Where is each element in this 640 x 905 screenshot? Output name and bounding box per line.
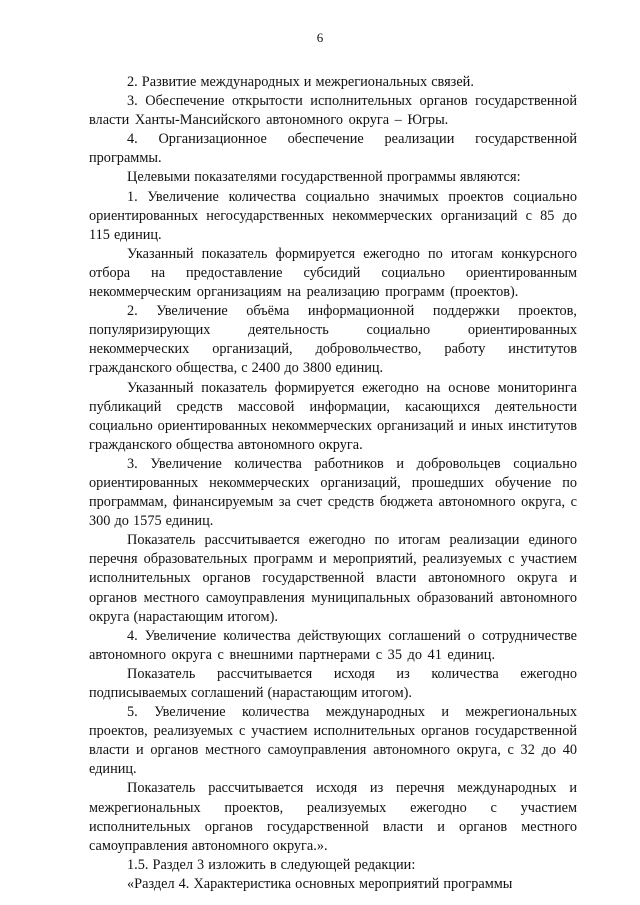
paragraph: Показатель рассчитывается исходя из перечня международных и межрегиональных проектов, реализуемых ежегодно с участием исполнительных органов государственной власти и органов местного самоуправления автономного округа.». (89, 780, 577, 854)
document-body (89, 73, 577, 894)
paragraph: 1. Увеличение количества социально значимых проектов социально ориентированных негосударственных некоммерческих организаций с 85 до 115 единиц. (89, 188, 577, 243)
paragraph: 5. Увеличение количества международных и межрегиональных проектов, реализуемых с участием исполнительных органов государственной власти и органов местного самоуправления автономного округа, с 32 до 40 единиц. (89, 704, 577, 778)
paragraph: Указанный показатель формируется ежегодно на основе мониторинга публикаций средств массовой информации, касающихся деятельности социально ориентированных некоммерческих организаций и иных институтов гражданского общества автономного округа. (89, 379, 577, 453)
paragraph: 4. Организационное обеспечение реализации государственной программы. (89, 131, 577, 167)
paragraph: 3. Обеспечение открытости исполнительных органов государственной власти Ханты-Мансийского автономного округа – Югры. (89, 93, 577, 129)
page-number: 6 (316, 30, 324, 45)
paragraph: 4. Увеличение количества действующих соглашений о сотрудничестве автономного округа с внешними партнерами с 35 до 41 единиц. (89, 627, 577, 663)
paragraph: 3. Увеличение количества работников и добровольцев социально ориентированных некоммерческих организаций, прошедших обучение по программам, финансируемым за счет средств бюджета автономного округа, с 300 до 1575 единиц. (89, 455, 577, 530)
paragraph: 2. Развитие международных и межрегиональных связей. (127, 74, 474, 90)
paragraph: Указанный показатель формируется ежегодно по итогам конкурсного отбора на предоставление субсидий социально ориентированным некоммерческим организациям на реализацию программ (проектов). (89, 245, 577, 301)
paragraph: Показатель рассчитывается ежегодно по итогам реализации единого перечня образовательных программ и мероприятий, реализуемых с участием исполнительных органов государственной власти автономного округа и органов местного самоуправления муниципальных образований автономного округа (нарастающим итогом). (89, 532, 577, 625)
paragraph: Целевыми показателями государственной программы являются: (127, 169, 521, 186)
paragraph: 2. Увеличение объёма информационной поддержки проектов, популяризирующих деятельность социально ориентированных некоммерческих организаций, добровольчество, работу институтов гражданского общества, с 2400 до 3800 единиц. (89, 303, 577, 377)
paragraph: 1.5. Раздел 3 изложить в следующей редакции: (127, 856, 416, 873)
section-heading: «Раздел 4. Характеристика основных мероприятий программы (127, 875, 513, 892)
paragraph: Показатель рассчитывается исходя из количества ежегодно подписываемых соглашений (нарастающим итогом). (89, 665, 577, 701)
